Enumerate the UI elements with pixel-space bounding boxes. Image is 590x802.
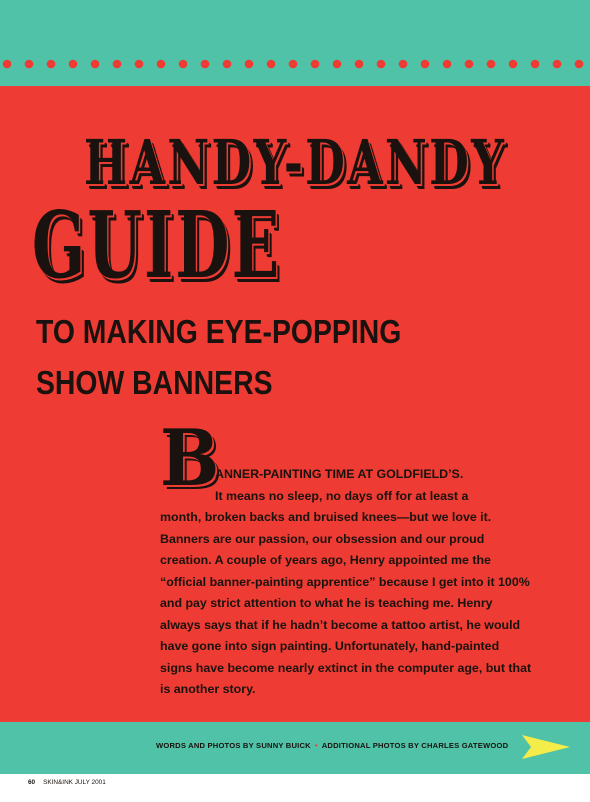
issue-date: JULY 2001 xyxy=(74,779,106,786)
decorative-dot xyxy=(443,60,452,69)
footer-text xyxy=(28,779,106,786)
credit-separator: • xyxy=(314,741,318,750)
decorative-dot xyxy=(421,60,430,69)
decorative-dot xyxy=(245,60,254,69)
article-body-text: month, broken backs and bruised knees—but we love it. Banners are our passion, our obsession and our proud creation. A couple of years ago, Henry appointed me the “official banner-painting apprentice” because I get into it 100% and pay strict attention to what he is teaching me. Henry always says that if he hadn’t become a tattoo artist, he would have gone into sign painting. Unfortunately, hand-painted signs have become nearly extinct in the computer age, but that is another story. xyxy=(160,510,532,696)
page-number: 60 xyxy=(28,779,36,786)
credit-words-photos: WORDS AND PHOTOS BY SUNNY BUICK xyxy=(156,741,311,750)
decorative-dot xyxy=(487,60,496,69)
decorative-dot xyxy=(3,60,12,69)
decorative-dot xyxy=(267,60,276,69)
decorative-dot xyxy=(157,60,166,69)
decorative-dot xyxy=(25,60,34,69)
decorative-dot xyxy=(509,60,518,69)
photo-credits xyxy=(156,741,508,750)
decorative-dot xyxy=(377,60,386,69)
title-handy-dandy: HANDY-DANDY xyxy=(83,126,507,199)
decorative-dot xyxy=(575,60,584,69)
decorative-dot xyxy=(333,60,342,69)
decorative-dot xyxy=(179,60,188,69)
magazine-name: SKIN&INK xyxy=(43,779,73,786)
decorative-dot xyxy=(355,60,364,69)
article-lead-line-2: It means no sleep, no days off for at least a xyxy=(215,488,469,503)
decorative-dot xyxy=(135,60,144,69)
drop-cap-letter: B xyxy=(160,413,220,504)
top-teal-band xyxy=(0,0,590,86)
title-guide: GUIDE xyxy=(31,191,282,299)
credit-additional-photos: ADDITIONAL PHOTOS BY CHARLES GATEWOOD xyxy=(321,741,509,750)
decorative-dot xyxy=(91,60,100,69)
article-lead-line-1: ANNER-PAINTING TIME AT GOLDFIELD’S. xyxy=(215,467,464,481)
decorative-dot xyxy=(289,60,298,69)
decorative-dot xyxy=(553,60,562,69)
decorative-dot xyxy=(399,60,408,69)
decorative-dot xyxy=(223,60,232,69)
decorative-dot xyxy=(465,60,474,69)
yellow-arrow-icon xyxy=(522,734,570,760)
subtitle-line-1: TO MAKING EYE-POPPING xyxy=(36,313,402,350)
decorative-dot xyxy=(69,60,78,69)
decorative-dot xyxy=(47,60,56,69)
decorative-dot xyxy=(311,60,320,69)
decorative-dot xyxy=(113,60,122,69)
decorative-dot xyxy=(531,60,540,69)
decorative-dot xyxy=(201,60,210,69)
decorative-dots-row xyxy=(0,57,590,71)
subtitle-line-2: SHOW BANNERS xyxy=(36,364,273,401)
